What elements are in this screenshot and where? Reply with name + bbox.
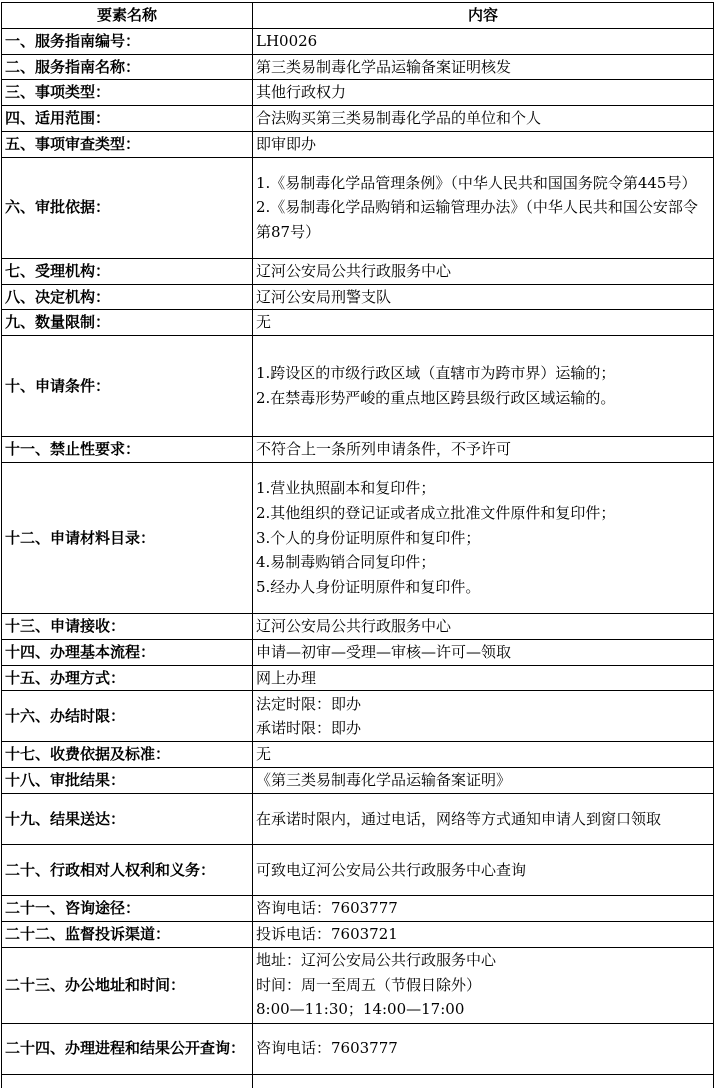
row-label: 十五、办理方式： [2,665,253,691]
table-row [2,258,714,284]
empty-cell [2,1074,253,1088]
row-label: 十七、收费依据及标准： [2,742,253,768]
table-header-row [2,3,714,29]
row-label: 十八、审批结果： [2,768,253,794]
table-row [2,613,714,639]
row-content: 咨询电话：7603777 [253,895,714,921]
row-content: 1.跨设区的市级行政区域（直辖市为跨市界）运输的； 2.在禁毒形势严峻的重点地区跨县级行政区域运输的。 [253,336,714,437]
table-row [2,665,714,691]
row-label: 二、服务指南名称： [2,54,253,80]
table-empty-row [2,1074,714,1088]
row-label: 一、服务指南编号： [2,28,253,54]
table-row [2,28,714,54]
table-row [2,284,714,310]
table-row [2,768,714,794]
row-label: 十四、办理基本流程： [2,639,253,665]
row-content: 在承诺时限内，通过电话，网络等方式通知申请人到窗口领取 [253,793,714,844]
row-label: 十、申请条件： [2,336,253,437]
row-content: 1.《易制毒化学品管理条例》（中华人民共和国国务院令第445号） 2.《易制毒化学品购销和运输管理办法》（中华人民共和国公安部令第87号） [253,157,714,258]
row-content: 咨询电话：7603777 [253,1023,714,1074]
row-content: 无 [253,742,714,768]
header-element-name: 要素名称 [2,3,253,29]
row-content: 申请—初审—受理—审核—许可—领取 [253,639,714,665]
row-content: 第三类易制毒化学品运输备案证明核发 [253,54,714,80]
table-row [2,157,714,258]
row-content: 法定时限：即办 承诺时限：即办 [253,691,714,742]
row-content: 《第三类易制毒化学品运输备案证明》 [253,768,714,794]
table-row [2,310,714,336]
table-row [2,639,714,665]
table-row [2,691,714,742]
row-content: 地址：辽河公安局公共行政服务中心 时间：周一至周五（节假日除外） 8:00—11:30；14:00—17:00 [253,947,714,1023]
row-content: 辽河公安局刑警支队 [253,284,714,310]
row-label: 十三、申请接收： [2,613,253,639]
row-content: 其他行政权力 [253,80,714,106]
row-label: 十九、结果送达： [2,793,253,844]
row-content: 无 [253,310,714,336]
table-row [2,1023,714,1074]
row-label: 八、决定机构： [2,284,253,310]
row-content: 即审即办 [253,131,714,157]
table-row [2,844,714,895]
row-label: 十二、申请材料目录： [2,462,253,613]
service-guide-table [1,2,714,1088]
row-label: 十一、禁止性要求： [2,437,253,463]
row-label: 二十四、办理进程和结果公开查询： [2,1023,253,1074]
table-row [2,742,714,768]
row-label: 十六、办结时限： [2,691,253,742]
table-row [2,462,714,613]
table-row [2,947,714,1023]
row-content: 辽河公安局公共行政服务中心 [253,258,714,284]
row-label: 七、受理机构： [2,258,253,284]
table-row [2,106,714,132]
empty-cell [253,1074,714,1088]
row-label: 二十三、办公地址和时间： [2,947,253,1023]
row-content: 1.营业执照副本和复印件； 2.其他组织的登记证或者成立批准文件原件和复印件； 3.个人的身份证明原件和复印件； 4.易制毒购销合同复印件； 5.经办人身份证明原件和复印件。 [253,462,714,613]
table-row [2,336,714,437]
table-row [2,921,714,947]
row-content: 辽河公安局公共行政服务中心 [253,613,714,639]
row-content: 合法购买第三类易制毒化学品的单位和个人 [253,106,714,132]
row-content: 不符合上一条所列申请条件，不予许可 [253,437,714,463]
row-label: 五、事项审查类型： [2,131,253,157]
row-label: 九、数量限制： [2,310,253,336]
row-label: 三、事项类型： [2,80,253,106]
row-label: 四、适用范围： [2,106,253,132]
table-row [2,131,714,157]
row-label: 六、审批依据： [2,157,253,258]
row-content: 可致电辽河公安局公共行政服务中心查询 [253,844,714,895]
table-row [2,793,714,844]
table-row [2,80,714,106]
row-content: 网上办理 [253,665,714,691]
row-label: 二十二、监督投诉渠道： [2,921,253,947]
table-row [2,437,714,463]
header-content: 内容 [253,3,714,29]
row-label: 二十、行政相对人权利和义务： [2,844,253,895]
row-label: 二十一、咨询途径： [2,895,253,921]
row-content: 投诉电话：7603721 [253,921,714,947]
table-row [2,895,714,921]
table-row [2,54,714,80]
row-content: LH0026 [253,28,714,54]
